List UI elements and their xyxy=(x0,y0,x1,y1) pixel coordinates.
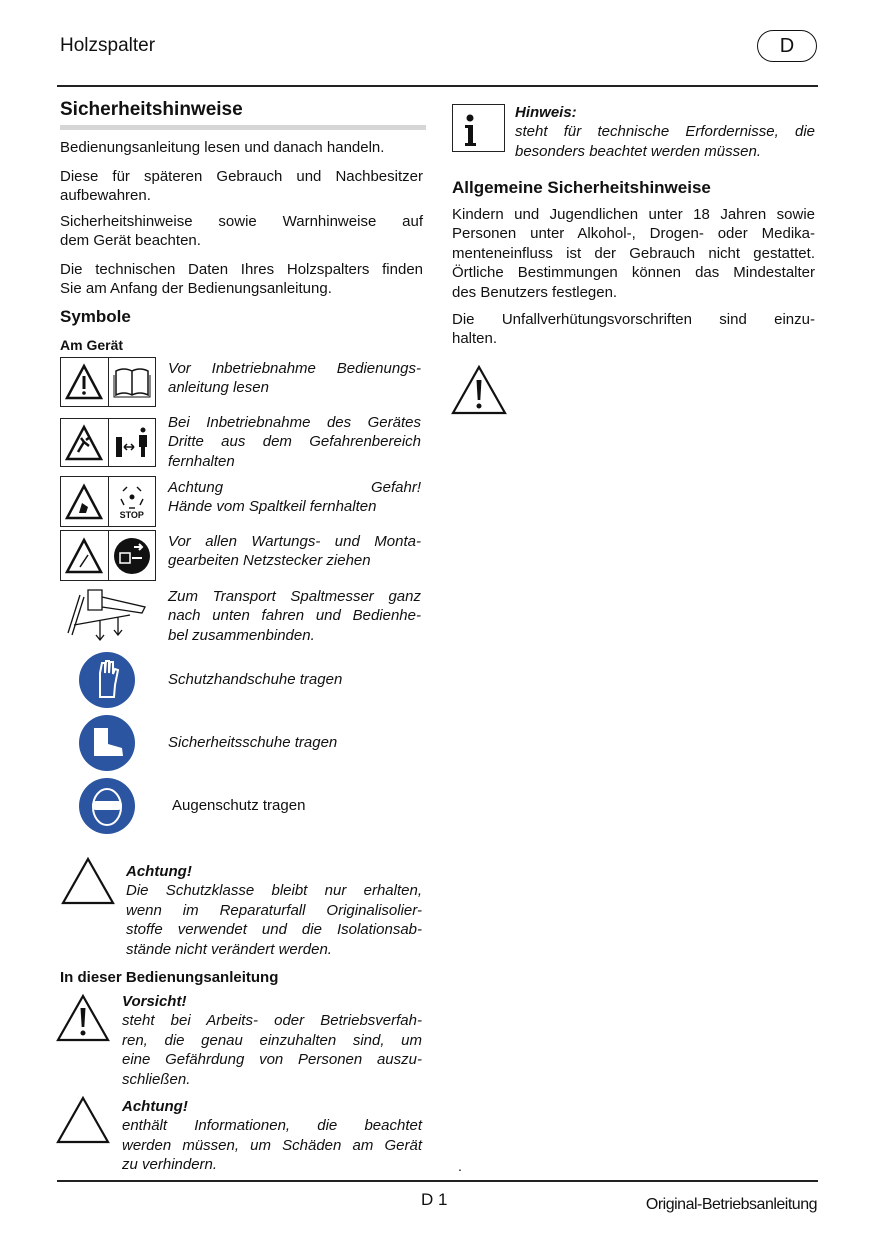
note-body xyxy=(122,1011,422,1089)
symbol-text xyxy=(168,413,421,471)
warning-triangle-icon xyxy=(450,364,508,421)
note-body xyxy=(122,1116,422,1174)
symbol-keep-distance xyxy=(60,418,156,467)
symbol-read-manual xyxy=(60,357,156,407)
book-icon xyxy=(109,358,156,406)
text-line: Die technischen Daten Ihres Holzspalters finden xyxy=(60,261,423,278)
text-line: zu verhindern. xyxy=(122,1156,218,1174)
paragraph xyxy=(452,310,815,349)
symbol-text xyxy=(168,532,421,571)
achtung-note xyxy=(122,1097,422,1175)
symbols-heading: Symbole xyxy=(60,307,131,326)
text-line: aufbewahren. xyxy=(60,187,151,205)
text-line: steht für technische Erfordernisse, die xyxy=(515,123,815,141)
text-line: anleitung lesen xyxy=(168,379,269,397)
text-line: Kindern und Jugendlichen unter 18 Jahren sowie xyxy=(452,206,815,223)
text-line: Personen unter Alkohol-, Drogen- oder Medika- xyxy=(452,225,815,243)
stop-label: STOP xyxy=(119,510,144,520)
safety-shoes-icon xyxy=(78,714,136,777)
note-heading: Vorsicht! xyxy=(122,993,187,1010)
wrench-triangle-icon xyxy=(61,531,109,580)
symbol-text xyxy=(168,670,342,689)
text-line: Sie am Anfang der Bedienungsanleitung. xyxy=(60,280,332,298)
text-line: werden müssen, um Schäden am Gerät xyxy=(122,1136,422,1154)
am-geraet-heading: Am Gerät xyxy=(60,337,124,353)
hazard-person-triangle-icon xyxy=(61,419,109,466)
note-body xyxy=(126,881,422,959)
text-line: wenn im Reparaturfall Originalisolier- xyxy=(126,901,422,919)
eye-protection-icon xyxy=(78,777,136,840)
text-line: des Benutzers festlegen. xyxy=(452,283,618,301)
note-heading: Hinweis: xyxy=(515,104,577,121)
text-line: Bedienungsanleitung lesen und danach handeln. xyxy=(60,139,385,156)
hand-hazard-triangle-icon xyxy=(61,477,109,526)
note-heading: Achtung! xyxy=(126,863,192,880)
text-line: Sicherheitshinweise sowie Warnhinweise auf xyxy=(60,213,423,230)
text-line: Zum Transport Spaltmesser ganz xyxy=(168,588,421,605)
transport-splitter-icon xyxy=(60,585,155,648)
symbol-text xyxy=(168,478,421,517)
stray-dot: . xyxy=(458,1158,462,1174)
warning-triangle-icon xyxy=(61,358,109,406)
symbol-text xyxy=(168,733,337,752)
info-icon xyxy=(452,104,505,152)
manual-symbols-heading: In dieser Bedienungsanleitung xyxy=(60,969,279,986)
page-number: D 1 xyxy=(421,1190,448,1209)
caution-triangle-icon xyxy=(55,1095,111,1150)
text-line: Hände vom Spaltkeil fernhalten xyxy=(168,498,377,516)
text-line: stoffe verwendet und die Isolationsab- xyxy=(126,921,422,939)
paragraph xyxy=(452,205,815,302)
text-line: enthält Informationen, die beachtet xyxy=(122,1117,422,1135)
section-title: Sicherheitshinweise xyxy=(60,99,243,120)
warning-triangle-icon xyxy=(55,993,111,1048)
text-line: schließen. xyxy=(122,1070,191,1088)
note-heading: Achtung! xyxy=(122,1098,188,1115)
text-line: stände nicht verändert werden. xyxy=(126,940,332,958)
text-line: fernhalten xyxy=(168,452,235,470)
text-line: Achtung Gefahr! xyxy=(168,479,421,496)
gloves-icon xyxy=(78,651,136,714)
symbol-text xyxy=(168,587,421,645)
paragraph xyxy=(60,138,423,157)
paragraph xyxy=(60,167,423,206)
text-line: Die Schutzklasse bleibt nur erhalten, xyxy=(126,882,422,900)
caution-triangle-icon xyxy=(60,856,116,911)
text-line: Sicherheitsschuhe tragen xyxy=(168,734,338,751)
text-line: Dritte aus dem Gefahrenbereich xyxy=(168,433,421,451)
person-distance-icon xyxy=(109,419,156,466)
symbol-hands-away xyxy=(60,476,156,527)
footer-divider xyxy=(57,1180,818,1182)
text-line: menteneinfluss ist der Gebrauch nicht gestattet. xyxy=(452,244,815,262)
text-line: Bei Inbetriebnahme des Gerätes xyxy=(168,414,421,431)
text-line: steht bei Arbeits- oder Betriebsverfah- xyxy=(122,1012,422,1030)
header-divider xyxy=(57,85,818,87)
title-underline-bar xyxy=(60,125,426,130)
text-line: ren, die genau einzuhalten sind, um xyxy=(122,1031,422,1049)
text-line: bel zusammenbinden. xyxy=(168,626,315,644)
text-line: nach unten fahren und Bedienhe- xyxy=(168,607,421,625)
text-line: Vor Inbetriebnahme Bedienungs- xyxy=(168,360,421,377)
vorsicht-note xyxy=(122,992,422,1089)
symbol-text xyxy=(172,796,305,815)
symbol-text xyxy=(168,359,421,398)
paragraph xyxy=(60,260,423,299)
language-badge: D xyxy=(757,30,817,62)
unplug-icon xyxy=(109,531,156,580)
text-line: halten. xyxy=(452,330,498,348)
symbol-unplug xyxy=(60,530,156,581)
text-line: gearbeiten Netzstecker ziehen xyxy=(168,552,371,570)
text-line: Diese für späteren Gebrauch und Nachbesitzer xyxy=(60,168,423,185)
paragraph xyxy=(60,212,423,251)
text-line: dem Gerät beachten. xyxy=(60,232,201,250)
text-line: Vor allen Wartungs- und Monta- xyxy=(168,533,421,550)
general-safety-heading: Allgemeine Sicherheitshinweise xyxy=(452,178,711,197)
hinweis-note xyxy=(515,103,815,161)
header-title: Holzspalter xyxy=(60,35,156,56)
text-line: Augenschutz tragen xyxy=(172,797,306,814)
note-body xyxy=(515,122,815,161)
rotating-stop-icon xyxy=(109,477,156,526)
text-line: Örtliche Bestimmungen können das Mindestalter xyxy=(452,264,815,282)
achtung-note xyxy=(126,862,422,959)
text-line: eine Gefährdung von Personen auszu- xyxy=(122,1051,422,1069)
text-line: Schutzhandschuhe tragen xyxy=(168,671,343,688)
text-line: Die Unfallverhütungsvorschriften sind einzu- xyxy=(452,311,815,328)
text-line: besonders beachtet werden müssen. xyxy=(515,142,761,160)
document-type: Original-Betriebsanleitung xyxy=(645,1196,817,1213)
